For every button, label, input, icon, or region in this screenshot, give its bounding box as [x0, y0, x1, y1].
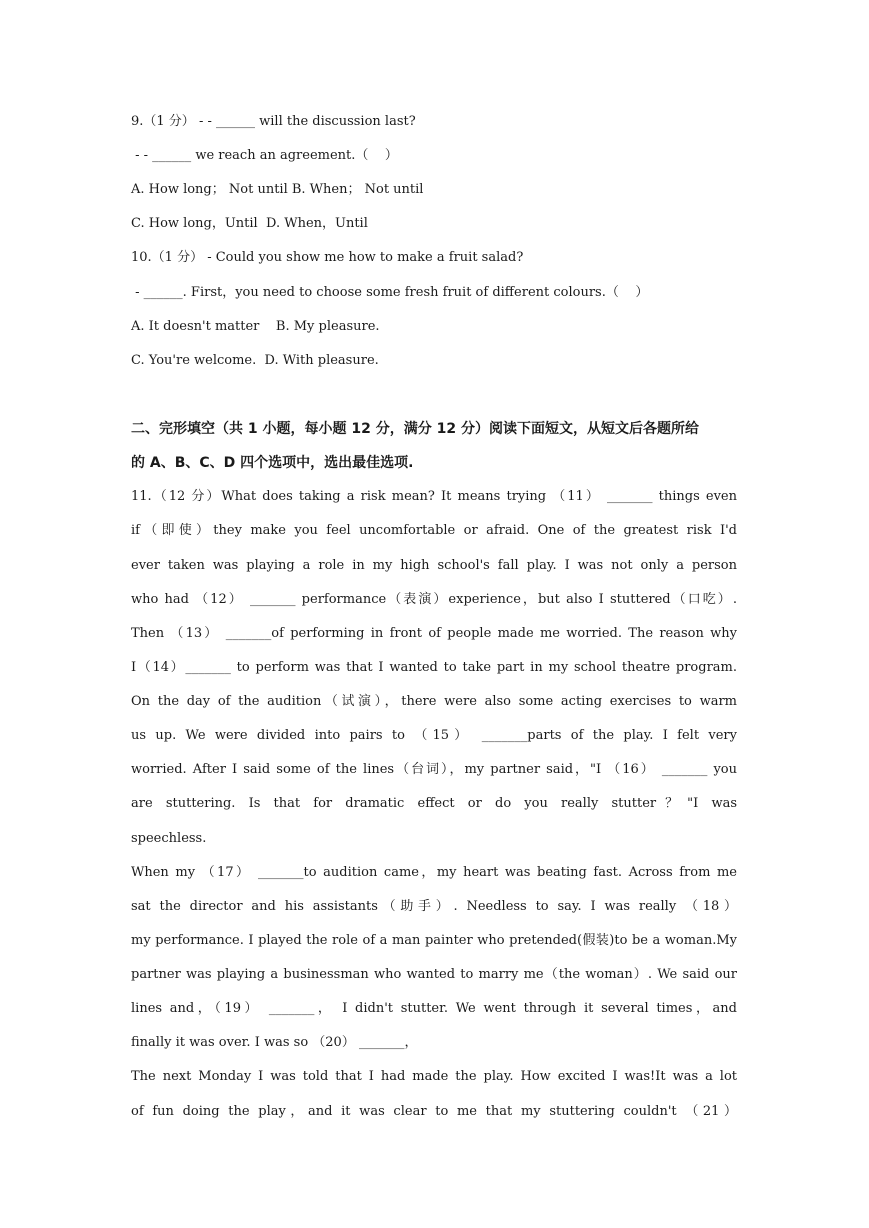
passage-line: ever taken was playing a role in my high school's fall play. I was not only a person — [131, 558, 737, 573]
question-10-options-ab: A. It doesn't matter B. My pleasure. — [131, 319, 380, 334]
passage-line: Then （13） _______of performing in front of people made me worried. The reason why — [131, 626, 737, 641]
passage-line: who had （12） _______ performance（表演）experience，but also I stuttered（口吃）. — [131, 592, 737, 607]
passage-line: if（即使）they make you feel uncomfortable or afraid. One of the greatest risk I'd — [131, 523, 737, 538]
passage-line: are stuttering. Is that for dramatic effect or do you really stutter？"I was — [131, 796, 737, 811]
passage-line: speechless. — [131, 831, 207, 846]
passage-line: On the day of the audition（试演），there were also some acting exercises to warm — [131, 694, 737, 709]
question-10-stem: 10.（1 分） - Could you show me how to make a fruit salad? — [131, 250, 524, 265]
question-9-options-ab: A. How long； Not until B. When； Not until — [131, 182, 424, 197]
passage-line: us up. We were divided into pairs to （15） _______parts of the play. I felt very — [131, 728, 737, 743]
question-10-options-cd: C. You're welcome. D. With pleasure. — [131, 353, 379, 368]
passage-line: sat the director and his assistants（助手）. Needless to say. I was really （18） — [131, 899, 737, 914]
section-2-heading-cont: 的 A、B、C、D 四个选项中，选出最佳选项. — [131, 455, 414, 471]
passage-line: worried. After I said some of the lines（台词），my partner said，"I （16） _______ you — [131, 762, 737, 777]
question-9-options-cd: C. How long，Until D. When，Until — [131, 216, 368, 231]
passage-line: partner was playing a businessman who wanted to marry me（the woman）. We said our — [131, 967, 737, 982]
section-2-heading: 二、完形填空（共 1 小题，每小题 12 分，满分 12 分）阅读下面短文，从短文后各题所给 — [131, 421, 699, 437]
passage-line: finally it was over. I was so （20） _______， — [131, 1035, 418, 1050]
question-10-response: - ______. First，you need to choose some fresh fruit of different colours.（ ） — [131, 285, 649, 300]
passage-line: of fun doing the play，and it was clear to me that my stuttering couldn't （21） — [131, 1104, 737, 1119]
passage-line: When my （17） _______to audition came，my heart was beating fast. Across from me — [131, 865, 737, 880]
passage-line: 11.（12 分）What does taking a risk mean? It means trying （11） _______ things even — [131, 489, 737, 504]
passage-line: I（14）_______ to perform was that I wanted to take part in my school theatre program. — [131, 660, 737, 675]
passage-line: The next Monday I was told that I had made the play. How excited I was!It was a lot — [131, 1069, 737, 1084]
passage-line: lines and，（19） _______， I didn't stutter. We went through it several times，and — [131, 1001, 737, 1016]
question-9-stem: 9.（1 分） - - ______ will the discussion last? — [131, 114, 416, 129]
passage-line: my performance. I played the role of a man painter who pretended(假装)to be a woman.My — [131, 933, 737, 948]
question-9-response: - - ______ we reach an agreement.（ ） — [131, 148, 398, 163]
